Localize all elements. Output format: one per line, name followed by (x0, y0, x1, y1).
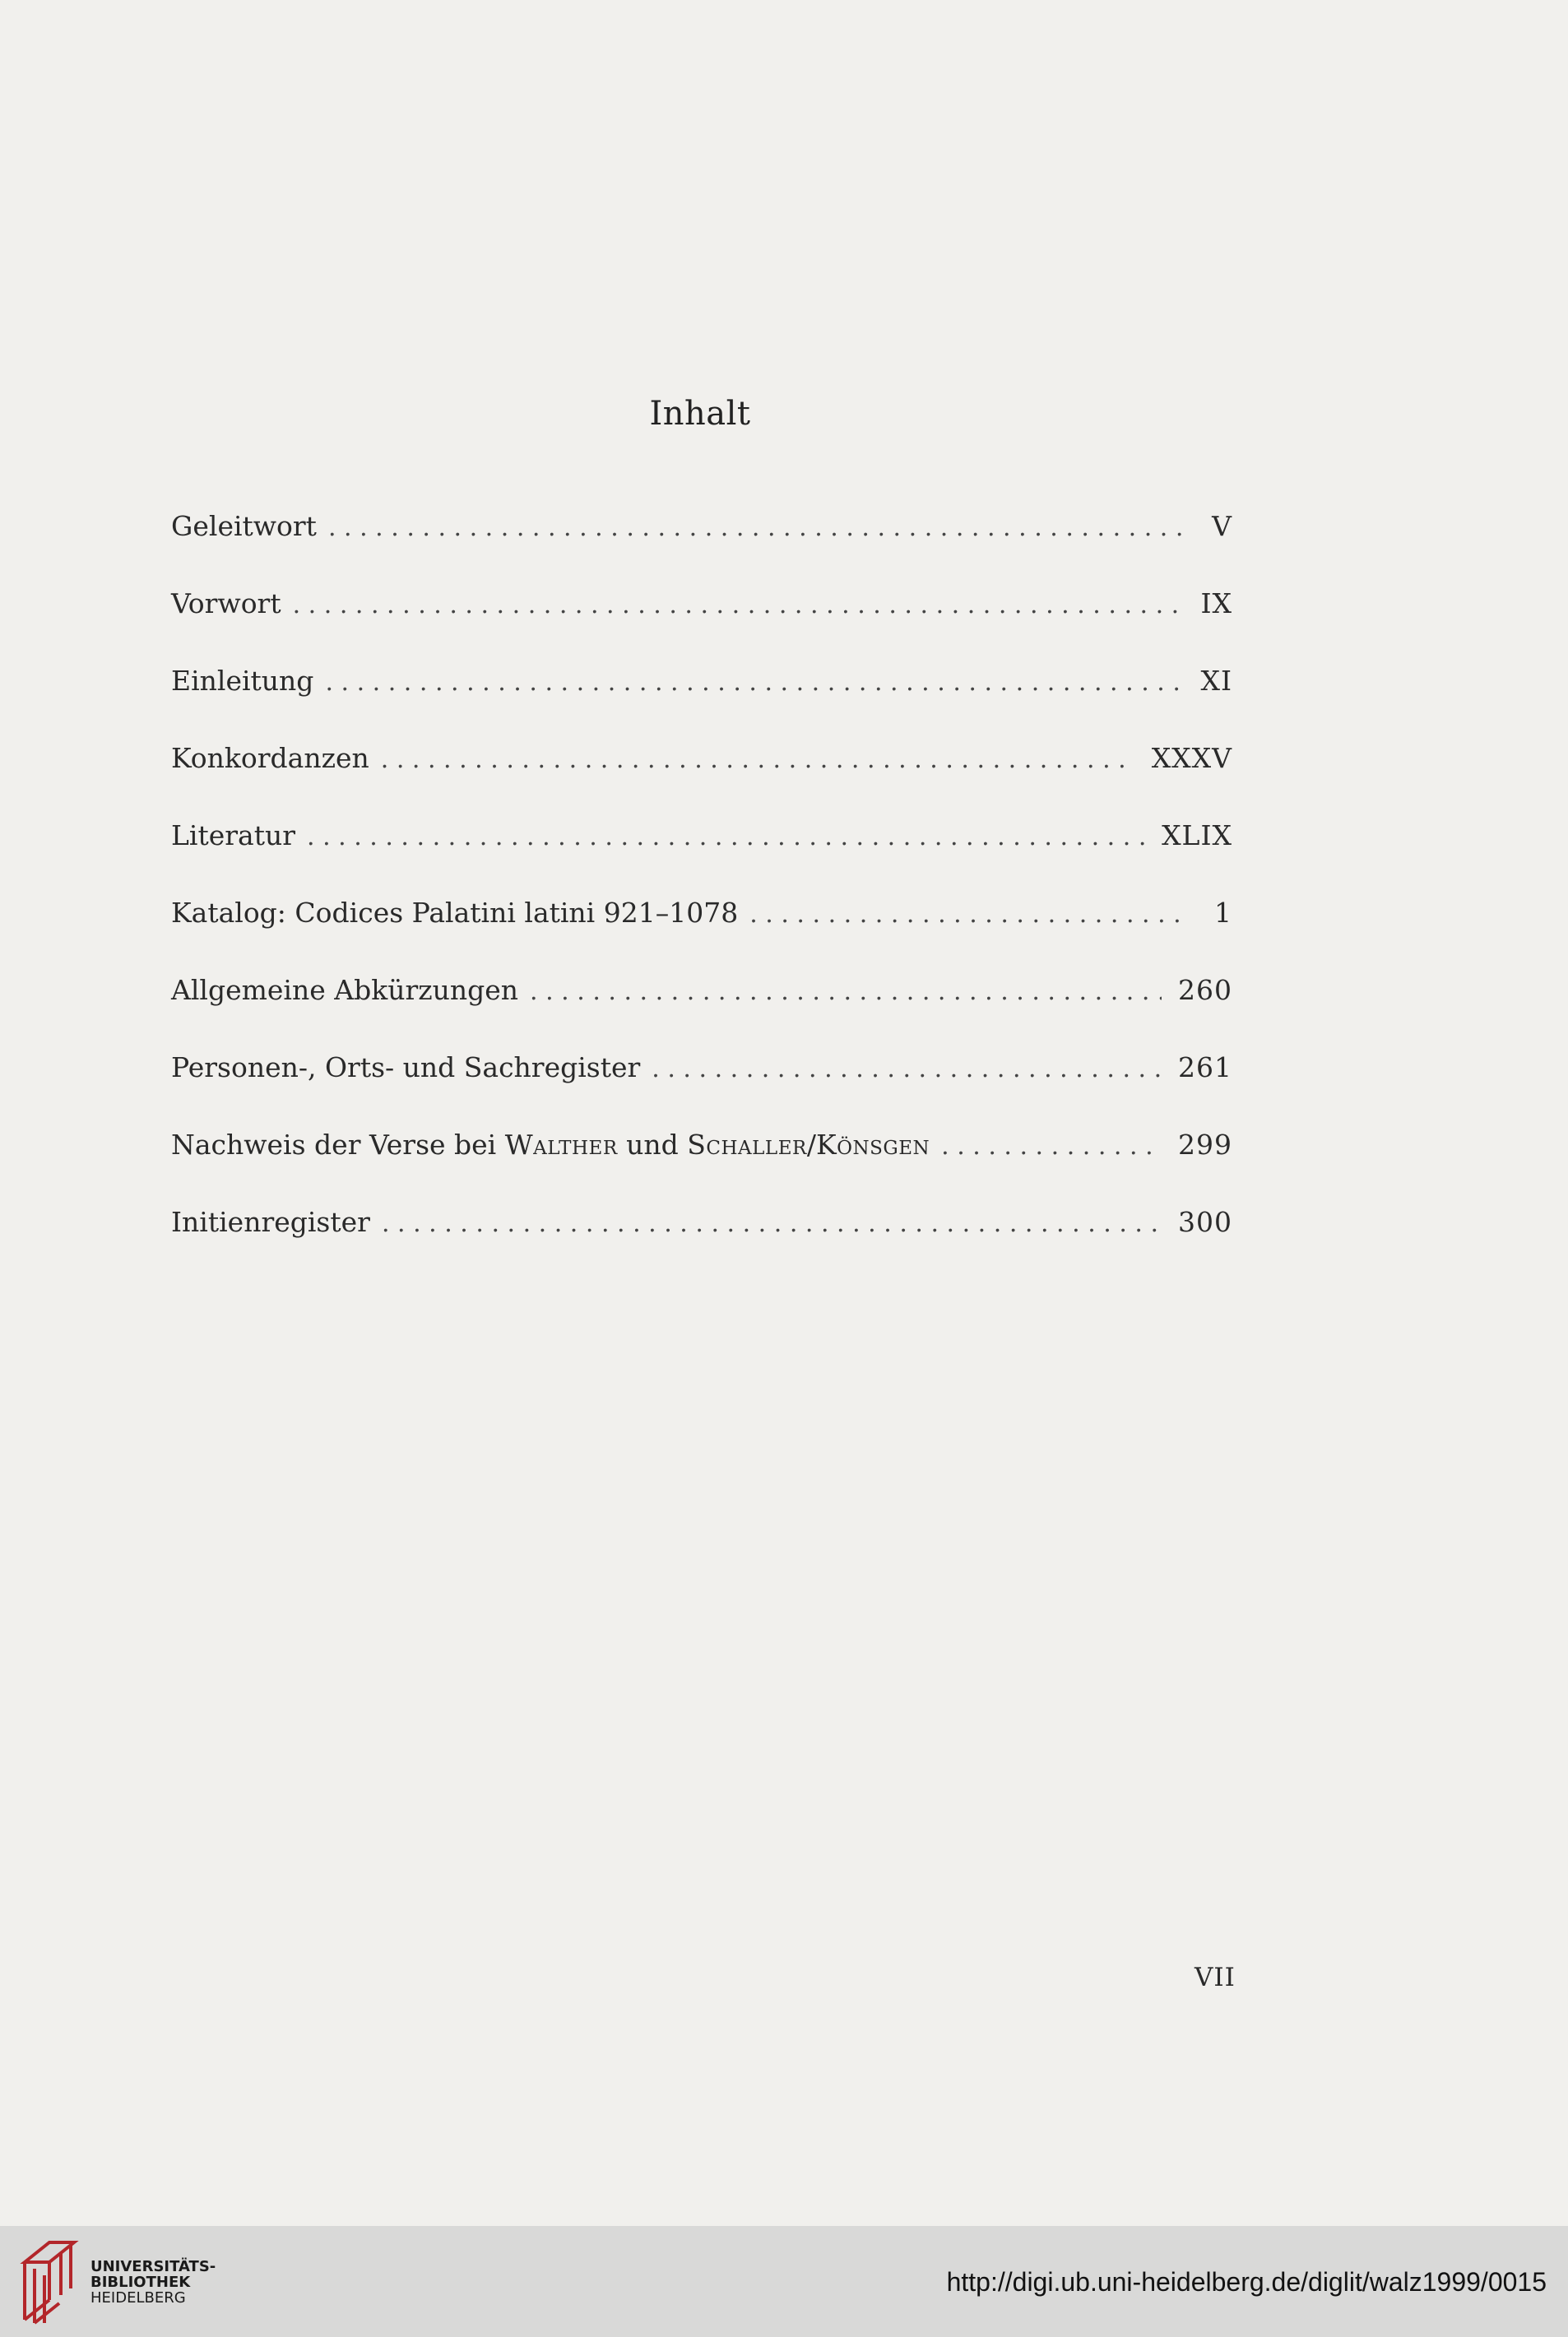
toc-entry-label: Einleitung (171, 665, 314, 697)
toc-leader-dots (530, 977, 1162, 1006)
toc-entry-label: Personen-, Orts- und Sachregister (171, 1051, 641, 1083)
toc-entry-initienregister (171, 1206, 1232, 1252)
toc-label-part: / (806, 1129, 816, 1161)
toc-entry-page: 261 (1178, 1051, 1232, 1083)
toc-entry-katalog (171, 897, 1232, 943)
toc-entry-label: Initienregister (171, 1206, 370, 1238)
toc-label-author: Walther (504, 1129, 618, 1161)
toc-leader-dots (652, 1055, 1162, 1083)
toc-entry-label (171, 1129, 941, 1161)
toc-entry-page: 300 (1178, 1206, 1232, 1238)
toc-leader-dots (941, 1132, 1162, 1161)
toc-entry-abkuerzungen (171, 974, 1232, 1020)
toc-entry-label: Allgemeine Abkürzungen (171, 974, 519, 1006)
toc-entry-page: IX (1200, 587, 1232, 619)
toc-entry-label: Katalog: Codices Palatini latini 921–1078 (171, 897, 739, 929)
library-name (90, 2259, 216, 2306)
toc-entry-konkordanzen (171, 742, 1232, 788)
toc-entry-page: XXXV (1151, 742, 1232, 774)
toc-leader-dots (328, 513, 1183, 542)
toc-entry-vorwort (171, 587, 1232, 633)
library-name-line: BIBLIOTHEK (90, 2274, 191, 2291)
toc-entry-einleitung (171, 665, 1232, 711)
permalink-url[interactable]: http://digi.ub.uni-heidelberg.de/diglit/walz1999/0015 (946, 2267, 1547, 2297)
toc-leader-dots (381, 745, 1135, 774)
library-logo-icon (16, 2237, 94, 2326)
toc-entry-label: Konkordanzen (171, 742, 369, 774)
toc-entry-geleitwort (171, 510, 1232, 556)
toc-entry-literatur (171, 819, 1232, 865)
toc-entry-label: Literatur (171, 819, 295, 851)
toc-entry-page: V (1212, 510, 1232, 542)
toc-label-author: Könsgen (815, 1129, 930, 1161)
footer-bar (0, 2226, 1568, 2337)
toc-leader-dots (749, 900, 1183, 929)
toc-entry-label: Geleitwort (171, 510, 317, 542)
toc-leader-dots (293, 591, 1183, 619)
page-title: Inhalt (649, 395, 751, 433)
toc-entry-page: 1 (1214, 897, 1232, 929)
toc-entry-label: Vorwort (171, 587, 281, 619)
page-number: VII (1195, 1963, 1236, 1992)
library-name-line: UNIVERSITÄTS- (90, 2258, 216, 2275)
toc-entry-nachweis (171, 1129, 1232, 1175)
toc-entry-page: 299 (1178, 1129, 1232, 1161)
toc-leader-dots (307, 823, 1145, 851)
toc-label-part: Nachweis der Verse bei (171, 1129, 505, 1161)
toc-leader-dots (382, 1209, 1162, 1238)
toc-entry-page: XI (1200, 665, 1232, 697)
library-name-line: HEIDELBERG (90, 2289, 186, 2307)
toc-entry-page: XLIX (1162, 819, 1232, 851)
toc-label-author: Schaller (687, 1129, 807, 1161)
toc-entry-sachregister (171, 1051, 1232, 1097)
toc-entry-page: 260 (1178, 974, 1232, 1006)
toc-label-part: und (617, 1129, 688, 1161)
toc-leader-dots (325, 668, 1183, 697)
